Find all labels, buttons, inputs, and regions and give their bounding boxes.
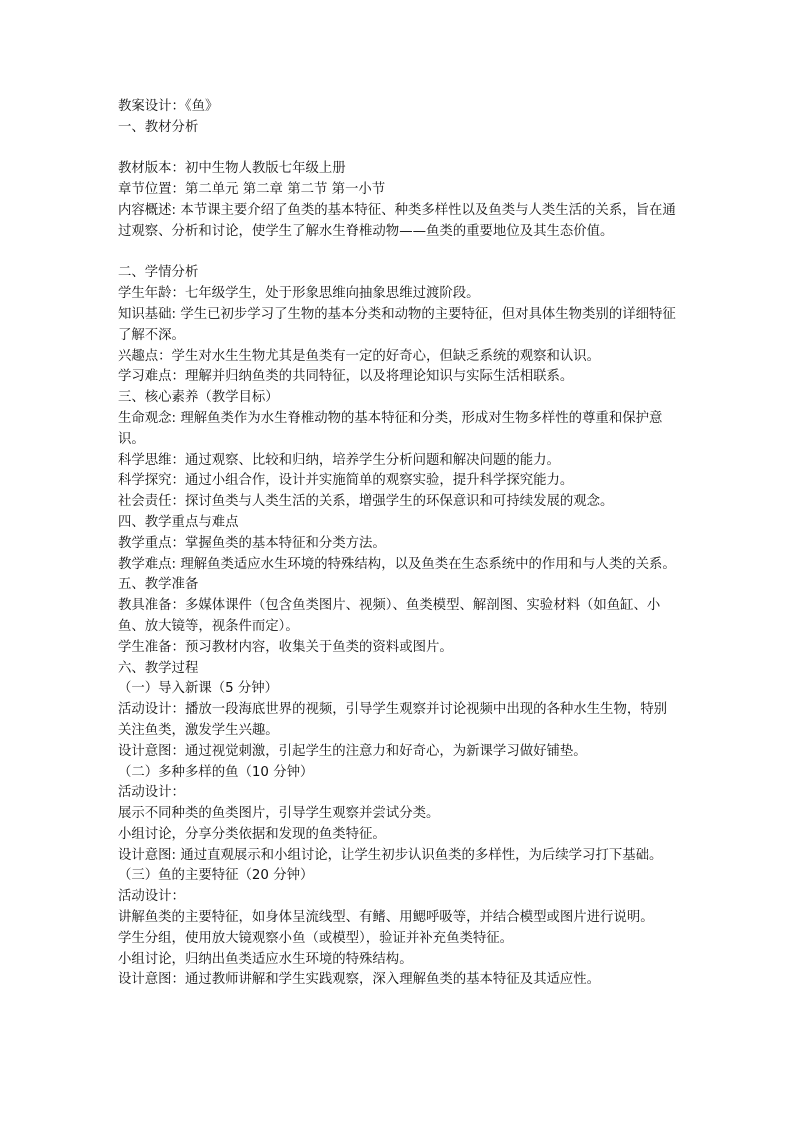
content-overview: 内容概述: 本节课主要介绍了鱼类的基本特征、种类多样性以及鱼类与人类生活的关系，旨在通过观察、分析和讨论，使学生了解水生脊椎动物——鱼类的重要地位及其生态价值。 (118, 202, 676, 239)
section-heading-core-literacy: 三、核心素养（教学目标） (118, 390, 279, 406)
student-age: 学生年龄：七年级学生，处于形象思维向抽象思维过渡阶段。 (118, 286, 480, 302)
phase-heading-diverse-fish: （二）多种多样的鱼（10 分钟） (118, 764, 314, 780)
section-heading-key-points: 四、教学重点与难点 (118, 514, 239, 530)
section-heading-student-analysis: 二、学情分析 (118, 265, 199, 281)
student-preparation: 学生准备：预习教材内容，收集关于鱼类的资料或图片。 (118, 639, 453, 655)
document-title: 教案设计：《鱼》 (118, 99, 219, 114)
lesson-plan-document (118, 97, 680, 991)
blank-line (118, 243, 680, 264)
learning-difficulty: 学习难点：理解并归纳鱼类的共同特征，以及将理论知识与实际生活相联系。 (118, 369, 574, 385)
textbook-version: 教材版本：初中生物人教版七年级上册 (118, 161, 346, 177)
interest-point: 兴趣点：学生对水生生物尤其是鱼类有一定的好奇心，但缺乏系统的观察和认识。 (118, 348, 601, 364)
phase-heading-main-features: （三）鱼的主要特征（20 分钟） (118, 868, 314, 884)
section-heading-preparation: 五、教学准备 (118, 577, 199, 593)
knowledge-base: 知识基础: 学生已初步学习了生物的基本分类和动物的主要特征，但对具体生物类别的详细特征了解不深。 (118, 306, 676, 343)
phase-heading-introduction: （一）导入新课（5 分钟） (118, 681, 279, 697)
phase-activity-label: 活动设计： (118, 785, 185, 801)
phase-step: 展示不同种类的鱼类图片，引导学生观察并尝试分类。 (118, 806, 440, 822)
social-responsibility: 社会责任：探讨鱼类与人类生活的关系，增强学生的环保意识和可持续发展的观念。 (118, 494, 614, 510)
chapter-position: 章节位置：第二单元 第二章 第二节 第一小节 (118, 182, 386, 198)
phase-activity: 活动设计：播放一段海底世界的视频，引导学生观察并讨论视频中出现的各种水生生物，特别关注鱼类，激发学生兴趣。 (118, 702, 668, 738)
phase-intent: 设计意图：通过教师讲解和学生实践观察，深入理解鱼类的基本特征及其适应性。 (118, 972, 601, 988)
teaching-difficulty: 教学难点: 理解鱼类适应水生环境的特殊结构，以及鱼类在生态系统中的作用和与人类的关系。 (118, 556, 676, 572)
section-heading-textbook-analysis: 一、教材分析 (118, 119, 199, 135)
teaching-key-point: 教学重点：掌握鱼类的基本特征和分类方法。 (118, 535, 386, 551)
phase-intent: 设计意图：通过视觉刺激，引起学生的注意力和好奇心，为新课学习做好铺垫。 (118, 743, 587, 759)
phase-step: 小组讨论，归纳出鱼类适应水生环境的特殊结构。 (118, 951, 413, 967)
phase-step: 小组讨论，分享分类依据和发现的鱼类特征。 (118, 826, 386, 842)
teaching-tools: 教具准备：多媒体课件（包含鱼类图片、视频）、鱼类模型、解剖图、实验材料（如鱼缸、小鱼、放大镜等，视条件而定）。 (118, 598, 661, 634)
section-heading-teaching-process: 六、教学过程 (118, 660, 199, 676)
phase-activity-label: 活动设计： (118, 889, 185, 905)
life-concept: 生命观念: 理解鱼类作为水生脊椎动物的基本特征和分类，形成对生物多样性的尊重和保护意识。 (118, 410, 663, 447)
phase-intent: 设计意图: 通过直观展示和小组讨论，让学生初步认识鱼类的多样性，为后续学习打下基础。 (118, 847, 663, 863)
scientific-inquiry: 科学探究：通过小组合作，设计并实施简单的观察实验，提升科学探究能力。 (118, 473, 574, 489)
phase-step: 讲解鱼类的主要特征，如身体呈流线型、有鳍、用鳃呼吸等，并结合模型或图片进行说明。 (118, 910, 654, 926)
phase-step: 学生分组，使用放大镜观察小鱼（或模型），验证并补充鱼类特征。 (118, 930, 514, 946)
scientific-thinking: 科学思维：通过观察、比较和归纳，培养学生分析问题和解决问题的能力。 (118, 452, 560, 468)
blank-line (118, 139, 680, 160)
